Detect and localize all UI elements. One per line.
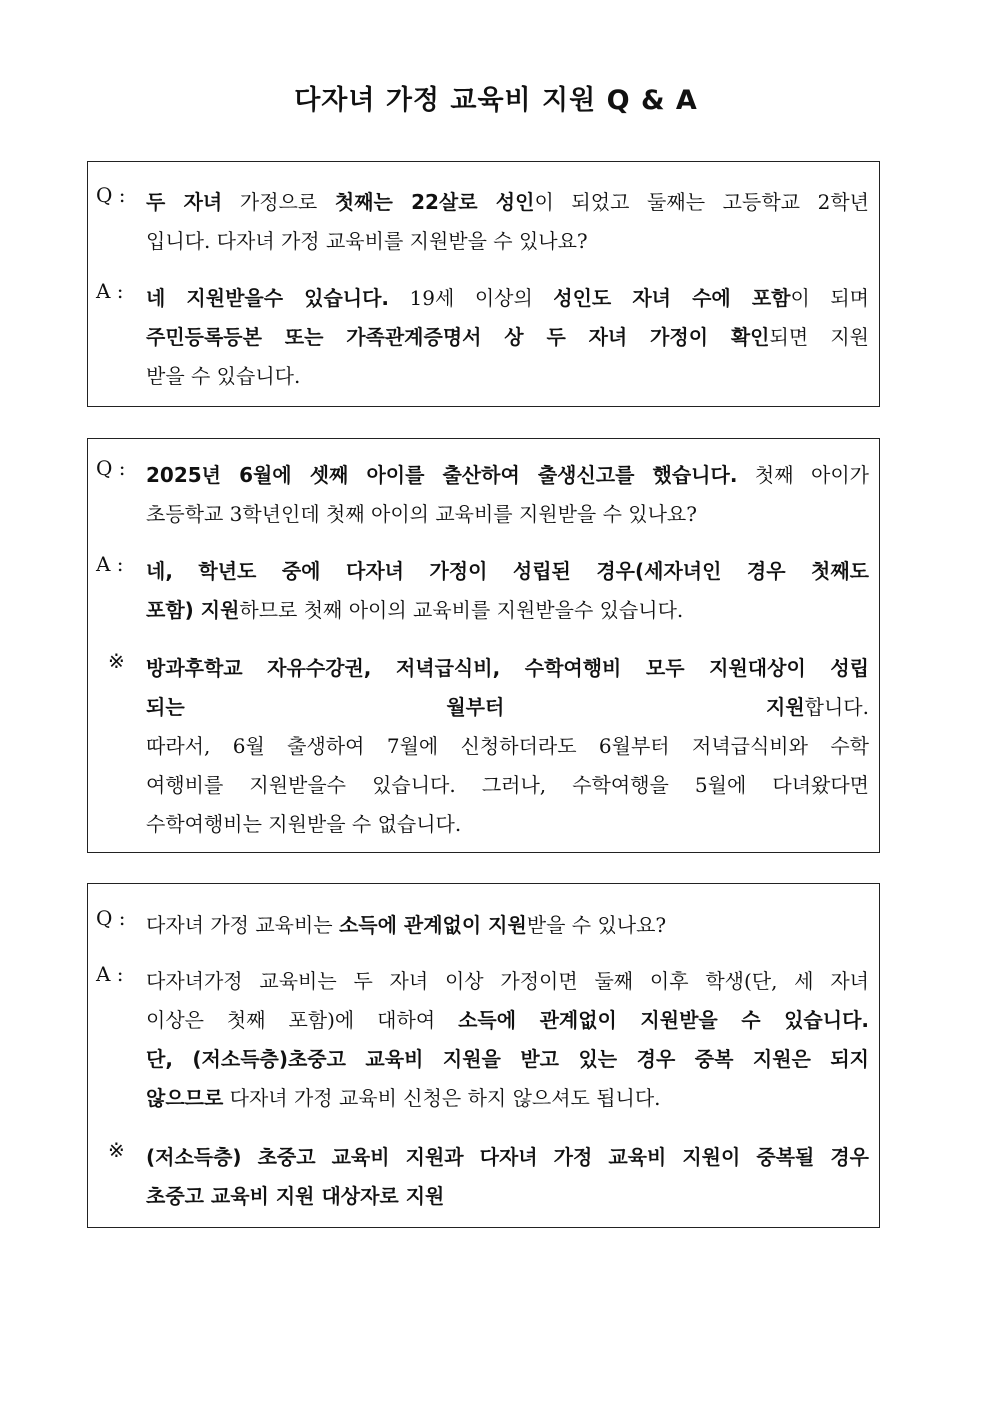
bold-text: 소득에 관계없이 지원 (338, 913, 527, 937)
question-label: Q : (96, 906, 126, 930)
text: 19세 이상의 (389, 286, 554, 310)
text-line (146, 727, 869, 766)
text: 다자녀 가정 교육비 신청은 하지 않으셔도 됩니다. (223, 1086, 661, 1110)
text: 첫째 아이가 (737, 463, 869, 487)
text: 가정으로 (222, 190, 335, 214)
qa-box-3 (87, 883, 880, 1228)
note-3 (96, 1138, 869, 1216)
text: 초등학교 3학년인데 첫째 아이의 교육비를 지원받을 수 있나요? (146, 502, 697, 526)
text-line (146, 766, 869, 805)
answer-2 (96, 552, 869, 630)
bold-text: 네, 학년도 중에 다자녀 가정이 성립된 경우(세자녀인 경우 첫째도 (146, 559, 869, 583)
text: 이 되며 (790, 286, 869, 310)
answer-label: A : (96, 279, 124, 303)
text-line (146, 906, 869, 945)
reference-mark: ※ (108, 1138, 125, 1162)
question-text (146, 456, 869, 534)
text: 여행비를 지원받을수 있습니다. 그러나, 수학여행을 5월에 다녀왔다면 (146, 773, 869, 797)
text-line (146, 1079, 869, 1118)
text-line (146, 1138, 869, 1177)
text: 수학여행비는 지원받을 수 없습니다. (146, 812, 462, 836)
bold-text: 되는 월부터 지원 (146, 695, 805, 719)
bold-text: 주민등록등본 또는 가족관계증명서 상 두 자녀 가정이 확인 (146, 325, 770, 349)
text: 받을 수 있나요? (526, 913, 667, 937)
text-line (146, 962, 869, 1001)
bold-text: 초중고 교육비 지원 대상자로 지원 (146, 1184, 445, 1208)
note-text (146, 1138, 869, 1216)
text-line (146, 1001, 869, 1040)
page-title: 다자녀 가정 교육비 지원 Q & A (294, 85, 698, 116)
answer-label: A : (96, 962, 124, 986)
question-1 (96, 183, 869, 261)
text-line (146, 279, 869, 318)
text-line (146, 456, 869, 495)
answer-label: A : (96, 552, 124, 576)
answer-3 (96, 962, 869, 1118)
text-line (146, 1177, 869, 1216)
text: 하므로 첫째 아이의 교육비를 지원받을수 있습니다. (239, 598, 684, 622)
bold-text: 성인도 자녀 수에 포함 (553, 286, 791, 310)
answer-text (146, 962, 869, 1118)
bold-text: 2025년 6월에 셋째 아이를 출산하여 출생신고를 했습니다. (146, 463, 738, 487)
text: 다자녀가정 교육비는 두 자녀 이상 가정이면 둘째 이후 학생(단, 세 자녀 (146, 969, 869, 993)
text-line (146, 591, 869, 630)
bold-text: 포함) 지원 (146, 598, 240, 622)
text-line (146, 649, 869, 688)
question-text (146, 906, 869, 945)
reference-mark: ※ (108, 649, 125, 673)
bold-text: 네 지원받을수 있습니다. (146, 286, 390, 310)
text: 따라서, 6월 출생하여 7월에 신청하더라도 6월부터 저녁급식비와 수학 (146, 734, 869, 758)
bold-text: 않으므로 (146, 1086, 224, 1110)
text-line (146, 357, 869, 396)
note-2 (96, 649, 869, 844)
bold-text: (저소득층) 초중고 교육비 지원과 다자녀 가정 교육비 지원이 중복될 경우 (146, 1145, 869, 1169)
qa-box-1 (87, 161, 880, 407)
bold-text: 단, (저소득층)초중고 교육비 지원을 받고 있는 경우 중복 지원은 되지 (146, 1047, 869, 1071)
qa-box-2 (87, 438, 880, 853)
text: 입니다. 다자녀 가정 교육비를 지원받을 수 있나요? (146, 229, 588, 253)
question-label: Q : (96, 456, 126, 480)
question-text (146, 183, 869, 261)
bold-text: 소득에 관계없이 지원받을 수 있습니다. (458, 1008, 869, 1032)
note-text (146, 649, 869, 844)
text-line (146, 805, 869, 844)
text-line (146, 688, 869, 727)
text: 합니다. (804, 695, 869, 719)
text: 다자녀 가정 교육비는 (146, 913, 339, 937)
bold-text: 첫째는 22살로 성인 (334, 190, 535, 214)
text: 이상은 첫째 포함)에 대하여 (146, 1008, 459, 1032)
text-line (146, 318, 869, 357)
text-line (146, 1040, 869, 1079)
answer-1 (96, 279, 869, 396)
question-3 (96, 906, 869, 945)
text: 되면 지원 (769, 325, 870, 349)
text-line (146, 495, 869, 534)
text: 이 되었고 둘째는 고등학교 2학년 (534, 190, 869, 214)
question-label: Q : (96, 183, 126, 207)
text-line (146, 222, 869, 261)
bold-text: 방과후학교 자유수강권, 저녁급식비, 수학여행비 모두 지원대상이 성립 (146, 656, 869, 680)
answer-text (146, 279, 869, 396)
text: 받을 수 있습니다. (146, 364, 301, 388)
question-2 (96, 456, 869, 534)
text-line (146, 552, 869, 591)
bold-text: 두 자녀 (146, 190, 223, 214)
answer-text (146, 552, 869, 630)
text-line (146, 183, 869, 222)
